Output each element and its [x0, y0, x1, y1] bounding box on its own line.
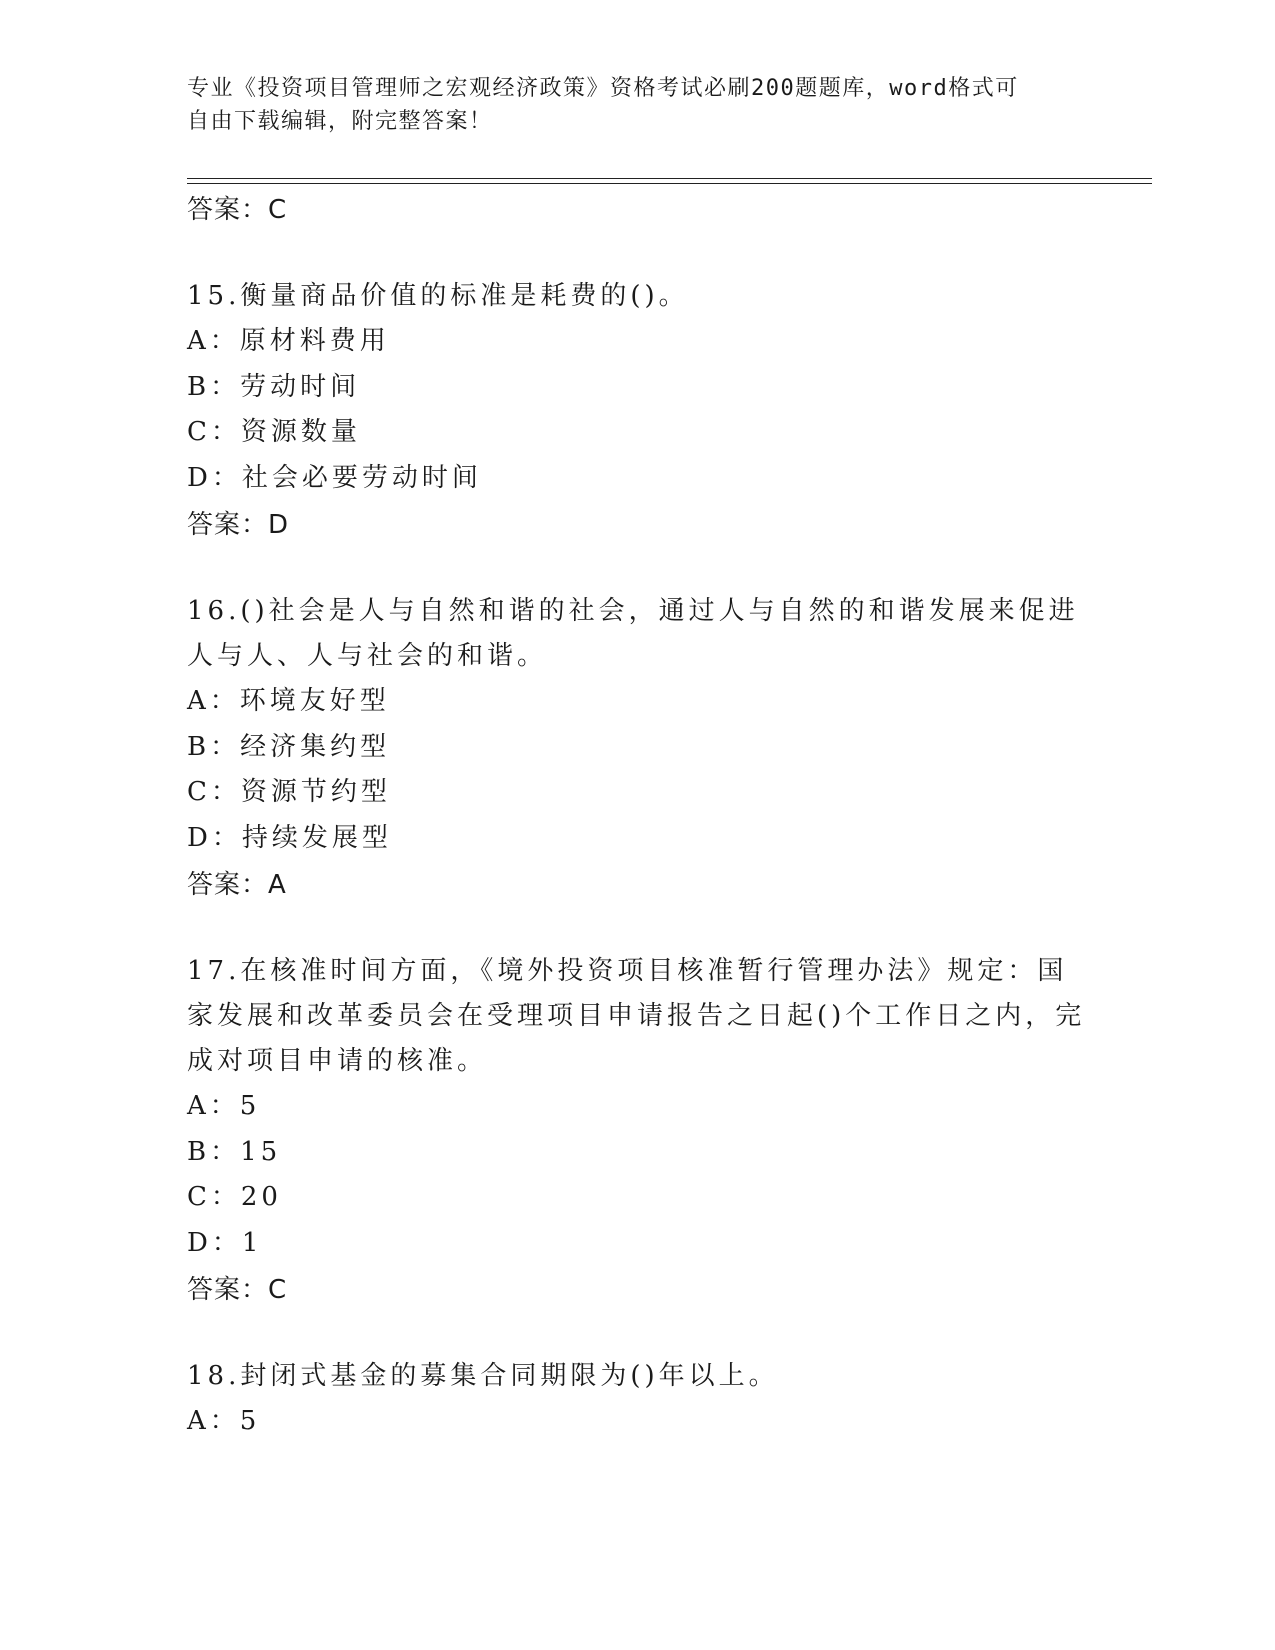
option-d: D：1	[187, 1227, 263, 1258]
option-b: B：经济集约型	[187, 731, 391, 762]
answer-label: 答案：A	[187, 870, 287, 900]
previous-answer: 答案：C	[187, 195, 288, 225]
option-a: A：原材料费用	[187, 326, 390, 356]
option-c: C：资源数量	[187, 417, 361, 447]
option-b: B：15	[187, 1136, 282, 1167]
answer-label: 答案：C	[187, 1275, 288, 1305]
question-18	[187, 1354, 1087, 1445]
question-text: 18.封闭式基金的募集合同期限为()年以上。	[187, 1361, 779, 1391]
header-line-1: 专业《投资项目管理师之宏观经济政策》资格考试必刷200题题库，word格式可	[187, 76, 1019, 101]
option-d: D：持续发展型	[187, 822, 392, 853]
question-text: 17.在核准时间方面，《境外投资项目核准暂行管理办法》规定：国家发展和改革委员会在受理项目申请报告之日起()个工作日之内，完成对项目申请的核准。	[187, 956, 1086, 1076]
header-divider-top	[187, 178, 1152, 179]
header-line-2: 自由下载编辑，附完整答案！	[187, 109, 493, 134]
header-divider-bottom	[187, 183, 1152, 184]
question-list	[187, 186, 1087, 1445]
option-b: B：劳动时间	[187, 371, 361, 402]
question-text: 16.()社会是人与自然和谐的社会，通过人与自然的和谐发展来促进人与人、人与社会的和谐。	[187, 596, 1079, 671]
option-a: A：5	[187, 1091, 261, 1121]
question-text: 15.衡量商品价值的标准是耗费的()。	[187, 281, 689, 311]
option-a: A：5	[187, 1406, 261, 1436]
option-c: C：20	[187, 1182, 282, 1212]
question-17	[187, 949, 1087, 1314]
option-c: C：资源节约型	[187, 777, 391, 807]
question-16	[187, 589, 1087, 909]
answer-label: 答案：D	[187, 510, 290, 540]
option-d: D：社会必要劳动时间	[187, 462, 482, 493]
question-15	[187, 274, 1087, 549]
document-header	[187, 72, 1067, 138]
option-a: A：环境友好型	[187, 686, 390, 716]
